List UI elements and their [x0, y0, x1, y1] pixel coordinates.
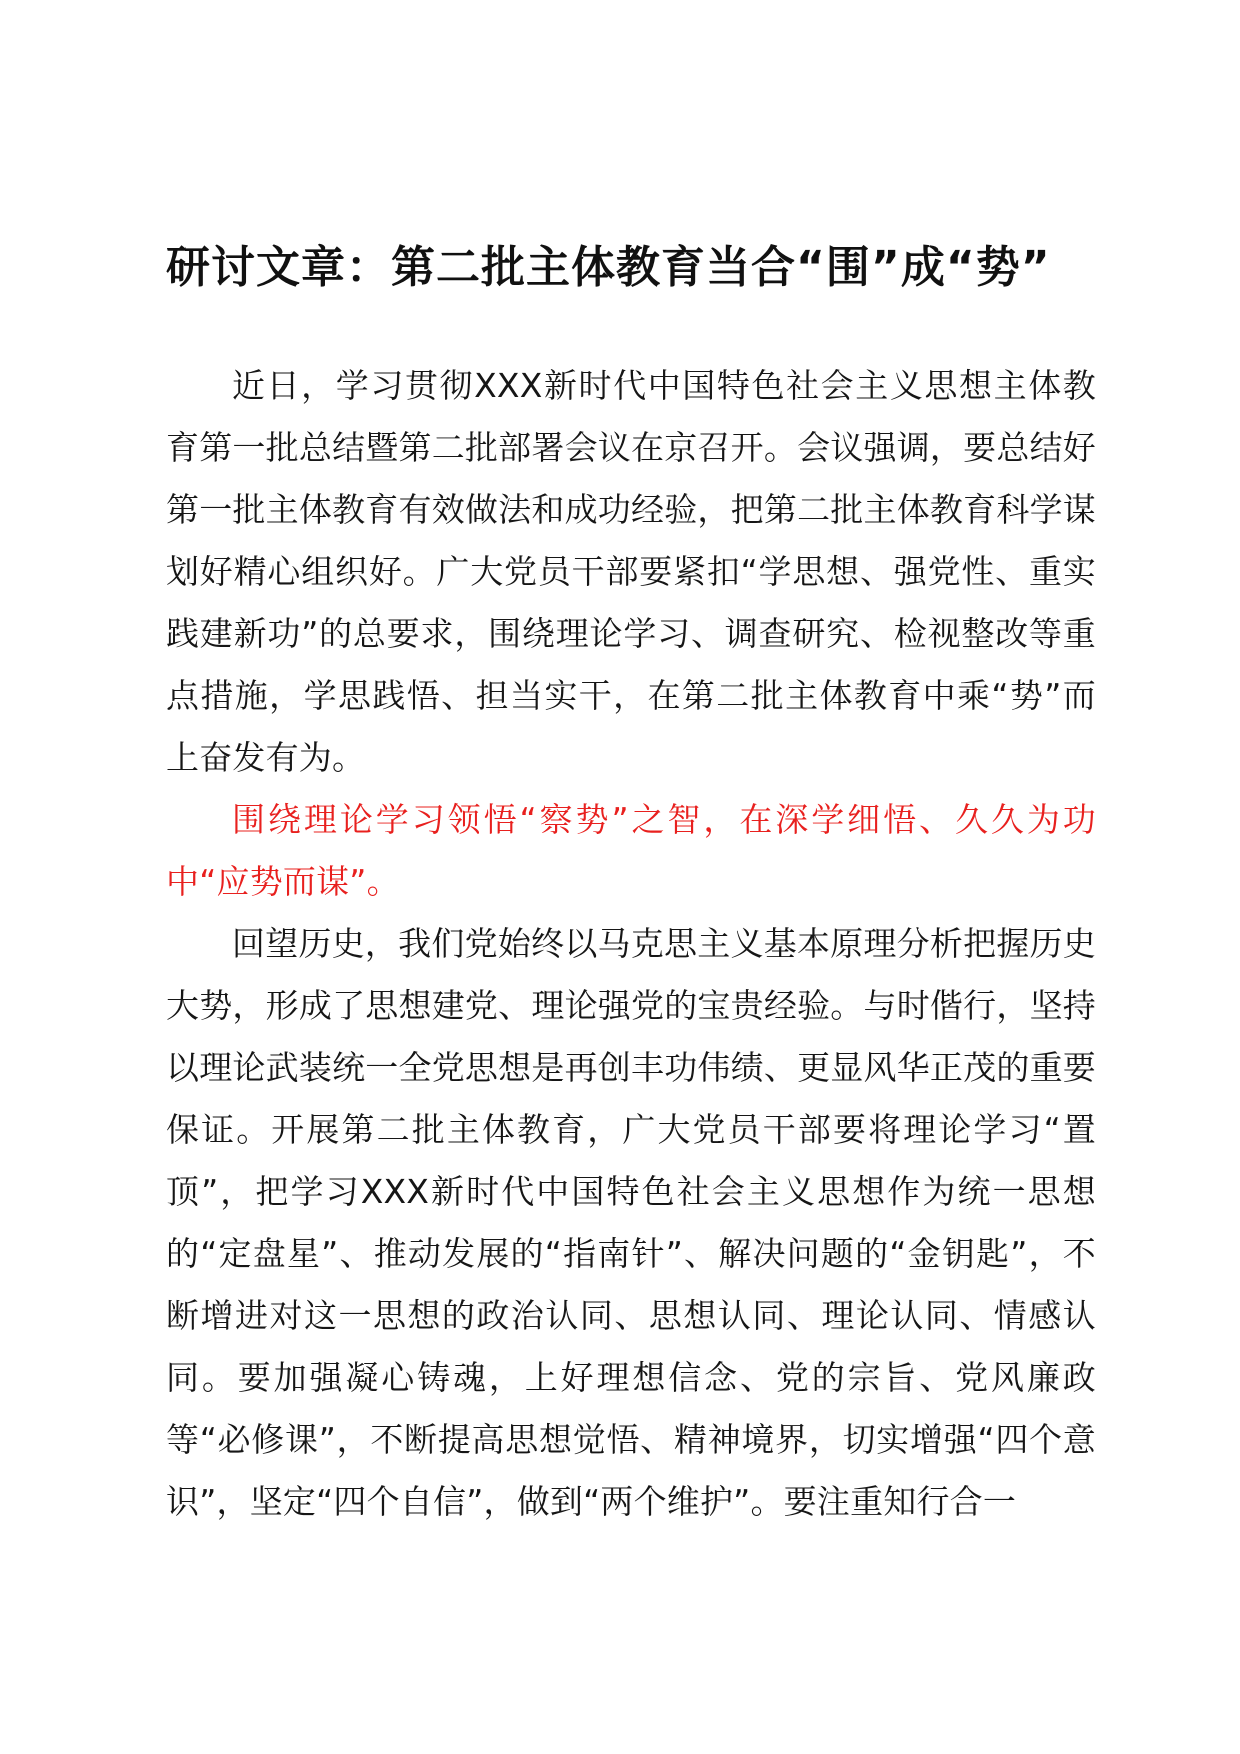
document-title: 研讨文章：第二批主体教育当合“围”成“势”: [166, 242, 1051, 293]
document-body: [166, 355, 1096, 1533]
paragraph-history: 回望历史，我们党始终以马克思主义基本原理分析把握历史大势，形成了思想建党、理论强党的宝贵经验。与时偕行，坚持以理论武装统一全党思想是再创丰功伟绩、更显风华正茂的重要保证。开展第二批主体教育，广大党员干部要将理论学习“置顶”，把学习XXX新时代中国特色社会主义思想作为统一思想的“定盘星”、推动发展的“指南针”、解决问题的“金钥匙”，不断增进对这一思想的政治认同、思想认同、理论认同、情感认同。要加强凝心铸魂，上好理想信念、党的宗旨、党风廉政等“必修课”，不断提高思想觉悟、精神境界，切实增强“四个意识”，坚定“四个自信”，做到“两个维护”。要注重知行合一: [166, 924, 1096, 1521]
paragraph-intro: 近日，学习贯彻XXX新时代中国特色社会主义思想主体教育第一批总结暨第二批部署会议在京召开。会议强调，要总结好第一批主体教育有效做法和成功经验，把第二批主体教育科学谋划好精心组织好。广大党员干部要紧扣“学思想、强党性、重实践建新功”的总要求，围绕理论学习、调查研究、检视整改等重点措施，学思践悟、担当实干，在第二批主体教育中乘“势”而上奋发有为。: [166, 366, 1096, 777]
paragraph-section-heading: 围绕理论学习领悟“察势”之智，在深学细悟、久久为功中“应势而谋”。: [166, 800, 1096, 901]
